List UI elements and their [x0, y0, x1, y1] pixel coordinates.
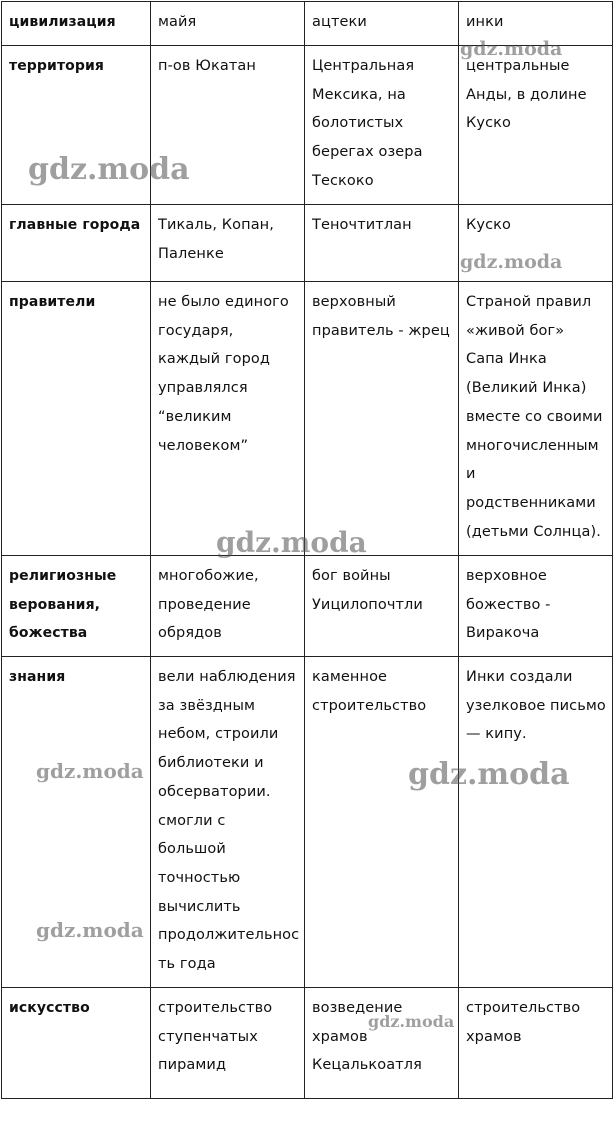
header-aztec: ацтеки	[305, 2, 459, 46]
cell-maya: строительство ступенчатых пирамид	[151, 988, 305, 1099]
cell-inca: центральные Анды, в долине Куско	[459, 46, 613, 205]
cell-maya: п-ов Юкатан	[151, 46, 305, 205]
cell-inca: Куско	[459, 205, 613, 282]
watermark: gdz.moda	[460, 251, 563, 273]
row-label: знания	[2, 657, 151, 988]
watermark: gdz.moda	[216, 526, 367, 559]
table-row	[2, 556, 613, 657]
header-maya: майя	[151, 2, 305, 46]
cell-inca: строительство храмов	[459, 988, 613, 1099]
table-row	[2, 282, 613, 556]
cell-inca: Инки создали узелковое письмо — кипу.	[459, 657, 613, 988]
row-label: правители	[2, 282, 151, 556]
cell-aztec: возведение храмов Кецалькоатля	[305, 988, 459, 1099]
cell-maya: Тикаль, Копан, Паленке	[151, 205, 305, 282]
row-label: главные города	[2, 205, 151, 282]
cell-inca: Страной правил «живой бог» Сапа Инка (Великий Инка) вместе со своими многочисленным и родственниками (детьми Солнца).	[459, 282, 613, 556]
cell-aztec: каменное строительство	[305, 657, 459, 988]
row-label: искусство	[2, 988, 151, 1099]
table-row	[2, 988, 613, 1099]
header-civilization: цивилизация	[2, 2, 151, 46]
watermark: gdz.moda	[28, 152, 190, 187]
cell-aztec: бог войны Уицилопочтли	[305, 556, 459, 657]
cell-aztec: верховный правитель - жрец	[305, 282, 459, 556]
watermark: gdz.moda	[36, 759, 144, 783]
row-label: территория	[2, 46, 151, 205]
cell-maya: многобожие, проведение обрядов	[151, 556, 305, 657]
cell-inca: верховное божество - Виракоча	[459, 556, 613, 657]
watermark: gdz.moda	[408, 757, 570, 792]
row-label: религиозные верования, божества	[2, 556, 151, 657]
cell-maya: вели наблюдения за звёздным небом, строили библиотеки и обсерватории. смогли с большой точностью вычислить продолжительнос ть года	[151, 657, 305, 988]
header-inca: инки	[459, 2, 613, 46]
cell-maya: не было единого государя, каждый город управлялся “великим человеком”	[151, 282, 305, 556]
cell-aztec: Центральная Мексика, на болотистых берегах озера Тескоко	[305, 46, 459, 205]
cell-aztec: Теночтитлан	[305, 205, 459, 282]
watermark: gdz.moda	[36, 918, 144, 942]
watermark: gdz.moda	[368, 1012, 455, 1031]
watermark: gdz.moda	[460, 38, 563, 60]
